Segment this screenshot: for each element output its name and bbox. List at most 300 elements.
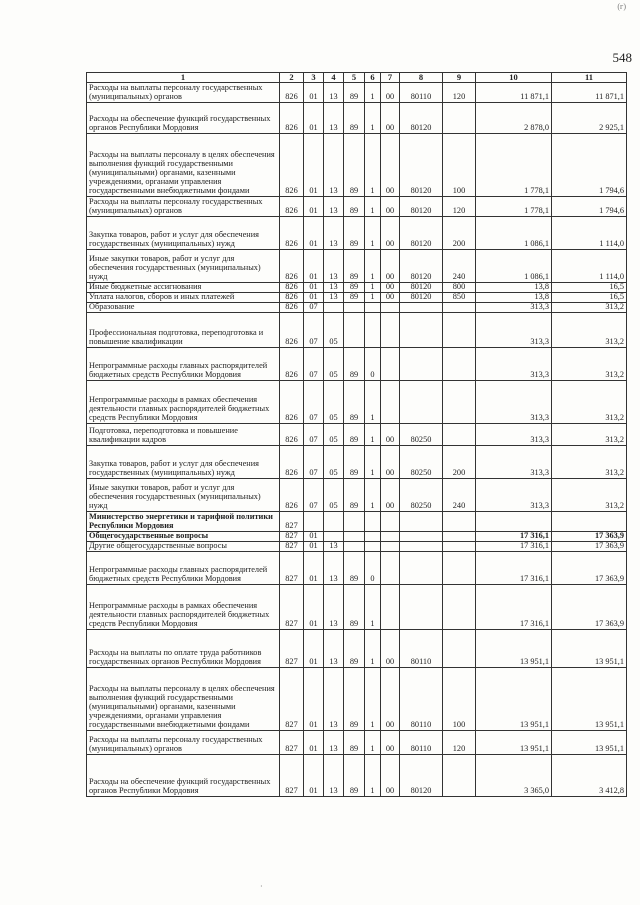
row-name: Расходы на обеспечение функций государственных органов Республики Мордовия (87, 755, 280, 797)
value-year-1: 13 951,1 (476, 630, 552, 668)
code-event: 00 (381, 755, 400, 797)
code-ministry: 826 (280, 348, 304, 381)
code-subsection: 13 (324, 731, 344, 755)
column-header: 5 (344, 73, 365, 83)
code-event (381, 532, 400, 542)
table-row (87, 293, 627, 303)
code-expense-type (443, 532, 476, 542)
table-body (87, 83, 627, 797)
code-program: 89 (344, 446, 365, 479)
code-subprogram: 1 (365, 197, 381, 217)
code-target-item (400, 381, 443, 424)
table-row (87, 197, 627, 217)
code-section: 07 (304, 381, 324, 424)
value-year-1: 17 316,1 (476, 532, 552, 542)
value-year-2: 313,2 (552, 303, 627, 313)
value-year-1: 313,3 (476, 303, 552, 313)
code-program: 89 (344, 250, 365, 283)
code-program: 89 (344, 134, 365, 197)
column-header: 10 (476, 73, 552, 83)
value-year-1: 1 778,1 (476, 197, 552, 217)
code-subprogram: 1 (365, 134, 381, 197)
code-expense-type: 240 (443, 250, 476, 283)
code-program: 89 (344, 197, 365, 217)
column-header: 4 (324, 73, 344, 83)
code-target-item: 80110 (400, 83, 443, 103)
row-name: Уплата налогов, сборов и иных платежей (87, 293, 280, 303)
code-expense-type: 100 (443, 668, 476, 731)
code-program (344, 313, 365, 348)
code-subprogram: 1 (365, 381, 381, 424)
code-expense-type (443, 348, 476, 381)
column-header: 11 (552, 73, 627, 83)
value-year-2: 313,2 (552, 313, 627, 348)
code-subsection: 13 (324, 668, 344, 731)
code-ministry: 826 (280, 283, 304, 293)
code-subprogram: 1 (365, 424, 381, 446)
table-row (87, 103, 627, 134)
code-expense-type: 850 (443, 293, 476, 303)
code-section: 01 (304, 668, 324, 731)
row-name: Непрограммные расходы в рамках обеспечения деятельности главных распорядителей бюджетных средств Республики Мордовия (87, 585, 280, 630)
value-year-2: 13 951,1 (552, 668, 627, 731)
value-year-2 (552, 512, 627, 532)
code-section: 01 (304, 552, 324, 585)
row-name: Иные бюджетные ассигнования (87, 283, 280, 293)
table-row (87, 542, 627, 552)
code-section: 01 (304, 755, 324, 797)
code-ministry: 826 (280, 217, 304, 250)
code-program: 89 (344, 755, 365, 797)
value-year-2: 13 951,1 (552, 630, 627, 668)
code-subsection: 13 (324, 630, 344, 668)
value-year-1: 313,3 (476, 381, 552, 424)
row-name: Расходы на выплаты персоналу государственных (муниципальных) органов (87, 731, 280, 755)
code-ministry: 826 (280, 134, 304, 197)
code-target-item: 80110 (400, 668, 443, 731)
code-target-item: 80250 (400, 446, 443, 479)
value-year-2: 1 794,6 (552, 134, 627, 197)
code-section: 01 (304, 585, 324, 630)
code-subprogram: 1 (365, 630, 381, 668)
value-year-2: 313,2 (552, 381, 627, 424)
code-ministry: 827 (280, 731, 304, 755)
code-ministry: 826 (280, 303, 304, 313)
code-program (344, 303, 365, 313)
code-ministry: 826 (280, 83, 304, 103)
table-row (87, 134, 627, 197)
code-section: 07 (304, 424, 324, 446)
table-row (87, 283, 627, 293)
code-target-item: 80120 (400, 293, 443, 303)
value-year-1 (476, 512, 552, 532)
code-subsection: 13 (324, 542, 344, 552)
code-target-item: 80250 (400, 479, 443, 512)
column-header: 9 (443, 73, 476, 83)
row-name: Иные закупки товаров, работ и услуг для обеспечения государственных (муниципальных) нужд (87, 250, 280, 283)
code-expense-type (443, 585, 476, 630)
value-year-2: 1 794,6 (552, 197, 627, 217)
code-ministry: 827 (280, 755, 304, 797)
row-name: Иные закупки товаров, работ и услуг для обеспечения государственных (муниципальных) нужд (87, 479, 280, 512)
code-subsection: 05 (324, 348, 344, 381)
code-section: 01 (304, 83, 324, 103)
value-year-2: 16,5 (552, 293, 627, 303)
table-row (87, 83, 627, 103)
code-program: 89 (344, 217, 365, 250)
row-name: Образование (87, 303, 280, 313)
value-year-1: 13 951,1 (476, 731, 552, 755)
value-year-1: 17 316,1 (476, 542, 552, 552)
page-number: 548 (612, 50, 632, 65)
row-name: Профессиональная подготовка, переподготовка и повышение квалификации (87, 313, 280, 348)
code-target-item (400, 348, 443, 381)
code-subprogram: 1 (365, 103, 381, 134)
value-year-2: 313,2 (552, 348, 627, 381)
value-year-2: 1 114,0 (552, 250, 627, 283)
code-program (344, 532, 365, 542)
table-row (87, 424, 627, 446)
code-event: 00 (381, 250, 400, 283)
code-subprogram (365, 542, 381, 552)
code-program: 89 (344, 424, 365, 446)
code-section: 01 (304, 134, 324, 197)
code-target-item (400, 552, 443, 585)
value-year-1: 313,3 (476, 348, 552, 381)
code-target-item: 80120 (400, 103, 443, 134)
code-event (381, 552, 400, 585)
code-program: 89 (344, 479, 365, 512)
row-name: Расходы на выплаты персоналу в целях обеспечения выполнения функций государственными (муниципальными) органами, казенными учреждениями, органами управления государственными внебюджетными фондами (87, 668, 280, 731)
value-year-1: 3 365,0 (476, 755, 552, 797)
code-section: 01 (304, 293, 324, 303)
code-event (381, 313, 400, 348)
value-year-2: 2 925,1 (552, 103, 627, 134)
value-year-2: 1 114,0 (552, 217, 627, 250)
code-expense-type (443, 542, 476, 552)
code-ministry: 827 (280, 532, 304, 542)
code-subsection: 05 (324, 313, 344, 348)
code-expense-type: 800 (443, 283, 476, 293)
code-section: 01 (304, 283, 324, 293)
table-row (87, 313, 627, 348)
code-expense-type (443, 630, 476, 668)
code-subprogram: 1 (365, 283, 381, 293)
code-target-item: 80120 (400, 755, 443, 797)
code-subsection: 13 (324, 250, 344, 283)
code-section: 01 (304, 197, 324, 217)
code-section: 01 (304, 532, 324, 542)
code-subprogram: 1 (365, 83, 381, 103)
code-subprogram (365, 532, 381, 542)
code-event: 00 (381, 103, 400, 134)
code-subprogram: 0 (365, 552, 381, 585)
code-target-item (400, 532, 443, 542)
code-subsection: 13 (324, 103, 344, 134)
value-year-1: 2 878,0 (476, 103, 552, 134)
code-section: 07 (304, 479, 324, 512)
code-subsection: 13 (324, 552, 344, 585)
code-target-item: 80120 (400, 250, 443, 283)
code-expense-type: 120 (443, 731, 476, 755)
code-section: 07 (304, 446, 324, 479)
value-year-1: 13 951,1 (476, 668, 552, 731)
table-row (87, 250, 627, 283)
code-event: 00 (381, 479, 400, 512)
code-subprogram: 1 (365, 250, 381, 283)
column-header: 8 (400, 73, 443, 83)
code-subsection: 05 (324, 381, 344, 424)
row-name: Расходы на выплаты персоналу в целях обеспечения выполнения функций государственными (муниципальными) органами, казенными учреждениями, органами управления государственными внебюджетными фондами (87, 134, 280, 197)
table-row (87, 479, 627, 512)
code-program: 89 (344, 668, 365, 731)
code-event: 00 (381, 197, 400, 217)
value-year-2: 313,2 (552, 446, 627, 479)
code-subsection (324, 512, 344, 532)
value-year-1: 1 086,1 (476, 250, 552, 283)
value-year-2: 16,5 (552, 283, 627, 293)
code-subprogram: 1 (365, 293, 381, 303)
budget-table (86, 72, 627, 797)
code-program: 89 (344, 585, 365, 630)
code-target-item: 80120 (400, 197, 443, 217)
column-header: 2 (280, 73, 304, 83)
code-subprogram (365, 313, 381, 348)
code-expense-type (443, 755, 476, 797)
code-subprogram: 0 (365, 348, 381, 381)
code-section: 01 (304, 103, 324, 134)
code-ministry: 826 (280, 197, 304, 217)
code-expense-type (443, 303, 476, 313)
code-event (381, 303, 400, 313)
code-section: 01 (304, 250, 324, 283)
code-section: 01 (304, 630, 324, 668)
column-header: 6 (365, 73, 381, 83)
row-name: Закупка товаров, работ и услуг для обеспечения государственных (муниципальных) нужд (87, 446, 280, 479)
value-year-2: 13 951,1 (552, 731, 627, 755)
value-year-2: 17 363,9 (552, 542, 627, 552)
code-subsection: 13 (324, 83, 344, 103)
value-year-1: 13,8 (476, 293, 552, 303)
row-name: Закупка товаров, работ и услуг для обеспечения государственных (муниципальных) нужд (87, 217, 280, 250)
code-event: 00 (381, 668, 400, 731)
code-section: 07 (304, 348, 324, 381)
code-event (381, 348, 400, 381)
code-program: 89 (344, 552, 365, 585)
code-expense-type: 200 (443, 446, 476, 479)
code-expense-type (443, 424, 476, 446)
code-ministry: 827 (280, 585, 304, 630)
code-event: 00 (381, 446, 400, 479)
code-expense-type: 240 (443, 479, 476, 512)
code-subsection: 05 (324, 479, 344, 512)
code-section: 07 (304, 313, 324, 348)
column-header: 7 (381, 73, 400, 83)
table-row (87, 348, 627, 381)
code-program: 89 (344, 293, 365, 303)
code-target-item: 80120 (400, 134, 443, 197)
code-target-item (400, 303, 443, 313)
code-event: 00 (381, 293, 400, 303)
code-target-item (400, 313, 443, 348)
table-row (87, 755, 627, 797)
code-subsection: 13 (324, 585, 344, 630)
code-expense-type (443, 552, 476, 585)
code-subsection: 13 (324, 293, 344, 303)
code-expense-type (443, 313, 476, 348)
row-name: Непрограммные расходы главных распорядителей бюджетных средств Республики Мордовия (87, 348, 280, 381)
value-year-1: 313,3 (476, 446, 552, 479)
code-program (344, 512, 365, 532)
code-target-item (400, 585, 443, 630)
code-subsection: 13 (324, 134, 344, 197)
column-header: 3 (304, 73, 324, 83)
code-program: 89 (344, 83, 365, 103)
code-expense-type (443, 512, 476, 532)
code-program: 89 (344, 630, 365, 668)
bottom-mark: · (260, 882, 263, 891)
value-year-1: 11 871,1 (476, 83, 552, 103)
value-year-2: 17 363,9 (552, 532, 627, 542)
code-section (304, 512, 324, 532)
row-name: Расходы на обеспечение функций государственных органов Республики Мордовия (87, 103, 280, 134)
code-subprogram: 1 (365, 755, 381, 797)
code-subprogram: 1 (365, 479, 381, 512)
code-ministry: 827 (280, 552, 304, 585)
table-row (87, 532, 627, 542)
code-event (381, 585, 400, 630)
code-subprogram: 1 (365, 446, 381, 479)
code-subsection (324, 303, 344, 313)
code-expense-type: 100 (443, 134, 476, 197)
code-subprogram: 1 (365, 585, 381, 630)
code-event (381, 512, 400, 532)
value-year-1: 313,3 (476, 313, 552, 348)
table-row (87, 552, 627, 585)
code-subsection (324, 532, 344, 542)
code-expense-type: 120 (443, 83, 476, 103)
code-ministry: 826 (280, 103, 304, 134)
value-year-2: 313,2 (552, 424, 627, 446)
code-event: 00 (381, 83, 400, 103)
code-target-item: 80250 (400, 424, 443, 446)
row-name: Непрограммные расходы в рамках обеспечения деятельности главных распорядителей бюджетных средств Республики Мордовия (87, 381, 280, 424)
value-year-1: 313,3 (476, 424, 552, 446)
code-section: 01 (304, 217, 324, 250)
value-year-1: 17 316,1 (476, 552, 552, 585)
value-year-2: 3 412,8 (552, 755, 627, 797)
code-expense-type: 200 (443, 217, 476, 250)
code-program: 89 (344, 731, 365, 755)
row-name: Расходы на выплаты по оплате труда работников государственных органов Республики Мордовия (87, 630, 280, 668)
code-program: 89 (344, 348, 365, 381)
code-expense-type (443, 381, 476, 424)
code-target-item (400, 512, 443, 532)
code-event: 00 (381, 134, 400, 197)
row-name: Общегосударственные вопросы (87, 532, 280, 542)
code-event: 00 (381, 630, 400, 668)
code-subsection: 05 (324, 424, 344, 446)
code-expense-type (443, 103, 476, 134)
value-year-1: 1 086,1 (476, 217, 552, 250)
code-ministry: 827 (280, 668, 304, 731)
code-target-item: 80110 (400, 630, 443, 668)
code-program: 89 (344, 103, 365, 134)
code-ministry: 827 (280, 542, 304, 552)
code-subsection: 13 (324, 217, 344, 250)
code-target-item: 80120 (400, 217, 443, 250)
row-name: Расходы на выплаты персоналу государственных (муниципальных) органов (87, 197, 280, 217)
code-ministry: 827 (280, 512, 304, 532)
code-event (381, 542, 400, 552)
row-name: Непрограммные расходы главных распорядителей бюджетных средств Республики Мордовия (87, 552, 280, 585)
code-event: 00 (381, 283, 400, 293)
table-row (87, 381, 627, 424)
code-ministry: 826 (280, 293, 304, 303)
code-subprogram: 1 (365, 668, 381, 731)
code-program: 89 (344, 283, 365, 293)
code-subprogram (365, 303, 381, 313)
row-name: Министерство энергетики и тарифной политики Республики Мордовия (87, 512, 280, 532)
table-header-row (87, 73, 627, 83)
code-subprogram: 1 (365, 731, 381, 755)
code-ministry: 826 (280, 381, 304, 424)
table-row (87, 303, 627, 313)
code-subsection: 13 (324, 755, 344, 797)
code-subsection: 05 (324, 446, 344, 479)
table-row (87, 630, 627, 668)
code-subsection: 13 (324, 283, 344, 293)
code-event: 00 (381, 424, 400, 446)
code-subsection: 13 (324, 197, 344, 217)
code-program: 89 (344, 381, 365, 424)
code-target-item: 80110 (400, 731, 443, 755)
code-subprogram (365, 512, 381, 532)
table-row (87, 446, 627, 479)
code-ministry: 826 (280, 424, 304, 446)
code-program (344, 542, 365, 552)
code-event (381, 381, 400, 424)
code-ministry: 826 (280, 313, 304, 348)
code-event: 00 (381, 217, 400, 250)
code-target-item: 80120 (400, 283, 443, 293)
code-ministry: 826 (280, 479, 304, 512)
value-year-2: 17 363,9 (552, 585, 627, 630)
value-year-1: 313,3 (476, 479, 552, 512)
row-name: Расходы на выплаты персоналу государственных (муниципальных) органов (87, 83, 280, 103)
value-year-2: 11 871,1 (552, 83, 627, 103)
code-section: 01 (304, 542, 324, 552)
value-year-1: 1 778,1 (476, 134, 552, 197)
corner-mark: (г) (617, 2, 626, 11)
value-year-1: 13,8 (476, 283, 552, 293)
table-row (87, 585, 627, 630)
value-year-2: 313,2 (552, 479, 627, 512)
table-row (87, 668, 627, 731)
table-row (87, 512, 627, 532)
code-section: 01 (304, 731, 324, 755)
table-row (87, 731, 627, 755)
code-expense-type: 120 (443, 197, 476, 217)
code-target-item (400, 542, 443, 552)
code-event: 00 (381, 731, 400, 755)
row-name: Подготовка, переподготовка и повышение квалификации кадров (87, 424, 280, 446)
code-subprogram: 1 (365, 217, 381, 250)
code-section: 07 (304, 303, 324, 313)
value-year-1: 17 316,1 (476, 585, 552, 630)
row-name: Другие общегосударственные вопросы (87, 542, 280, 552)
column-header: 1 (87, 73, 280, 83)
